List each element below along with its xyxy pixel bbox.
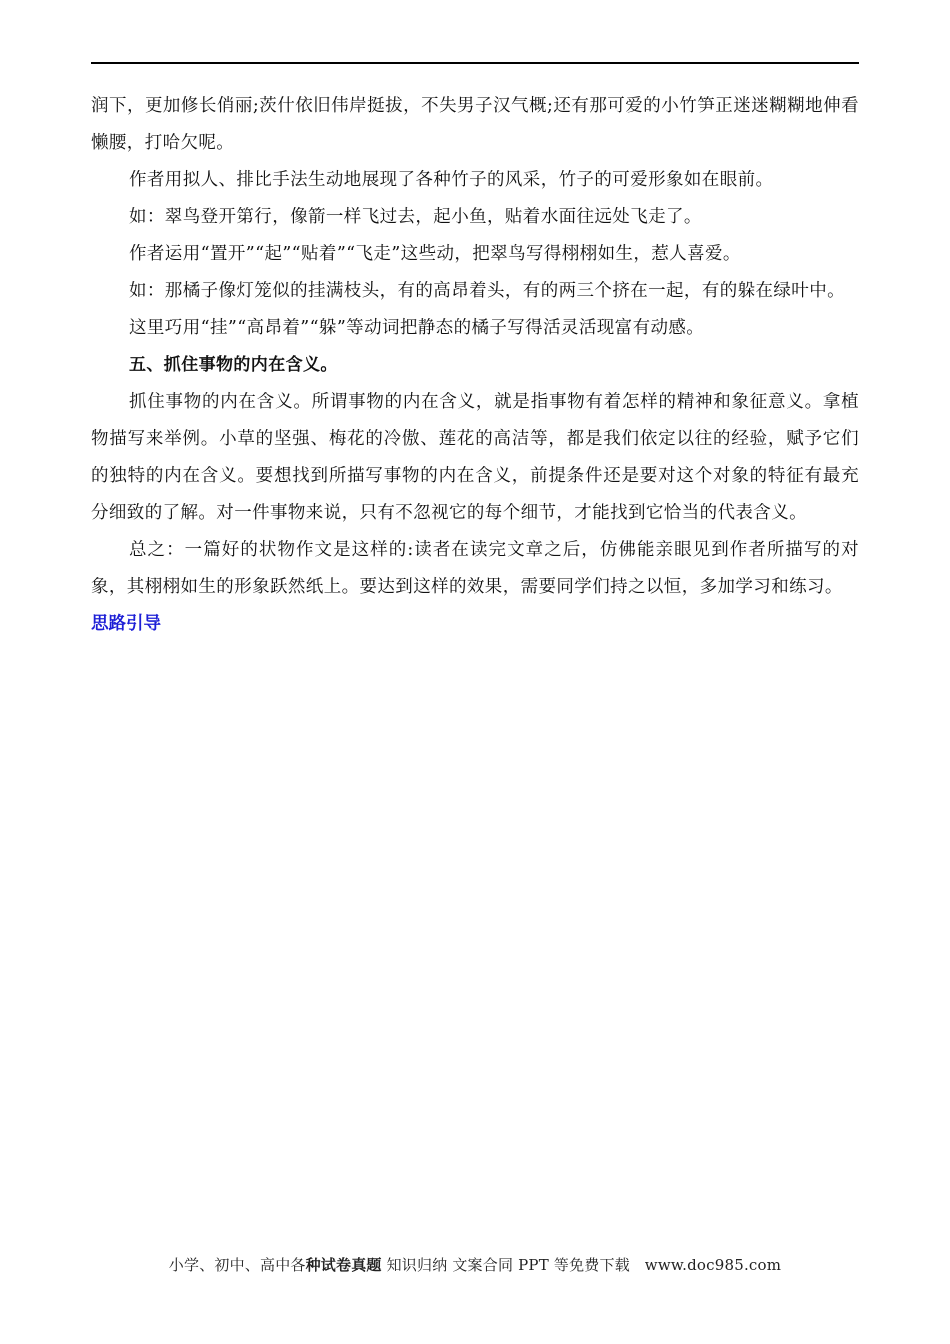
- page-footer: [0, 1254, 950, 1275]
- paragraph-orange-analysis: 这里巧用“挂”“高昂着”“躲”等动词把静态的橘子写得活灵活现富有动感。: [129, 318, 705, 338]
- guidance-heading: 思路引导: [91, 614, 161, 634]
- paragraph-kingfisher-example: 如：翠鸟登开第行，像箭一样飞过去，起小鱼，贴着水面往远处飞走了。: [129, 207, 702, 227]
- footer-text-1: 小学、初中、高中各: [168, 1256, 306, 1274]
- footer-text-3: 知识归纳 文案合同 PPT 等免费下载: [381, 1256, 630, 1274]
- section-heading: 五、抓住事物的内在含义。: [129, 355, 338, 375]
- footer-text-2: 种试卷真题: [305, 1256, 382, 1274]
- paragraph-inner-meaning: 抓住事物的内在含义。所谓事物的内在含义，就是指事物有着怎样的精神和象征意义。拿植物描写来举例。小草的坚强、梅花的冷傲、莲花的高洁等，都是我们依定以往的经验，赋予它们的独特的内在含义。要想找到所描写事物的内在含义，前提条件还是要对这个对象的特征有最充分细致的了解。对一件事物来说，只有不忽视它的每个细节，才能找到它恰当的代表含义。: [91, 392, 859, 523]
- paragraph-kingfisher-analysis: 作者运用“置开”“起”“贴着”“飞走”这些动，把翠鸟写得栩栩如生，惹人喜爱。: [129, 244, 741, 264]
- paragraph-summary: 总之：一篇好的状物作文是这样的:读者在读完文章之后，仿佛能亲眼见到作者所描写的对象，其栩栩如生的形象跃然纸上。要达到这样的效果，需要同学们持之以恒，多加学习和练习。: [91, 540, 859, 597]
- paragraph-bamboo-analysis: 作者用拟人、排比手法生动地展现了各种竹子的风采，竹子的可爱形象如在眼前。: [129, 170, 774, 190]
- paragraph-continuation: 润下，更加修长俏丽;茨什依旧伟岸挺拔，不失男子汉气概;还有那可爱的小竹笋正迷迷糊糊地伸看懒腰，打哈欠呢。: [91, 96, 859, 153]
- footer-url[interactable]: www.doc985.com: [644, 1256, 782, 1274]
- document-body: [91, 88, 859, 643]
- paragraph-orange-example: 如：那橘子像灯笼似的挂满枝头，有的高昂着头，有的两三个挤在一起，有的躲在绿叶中。: [129, 281, 845, 301]
- header-rule: [91, 62, 859, 64]
